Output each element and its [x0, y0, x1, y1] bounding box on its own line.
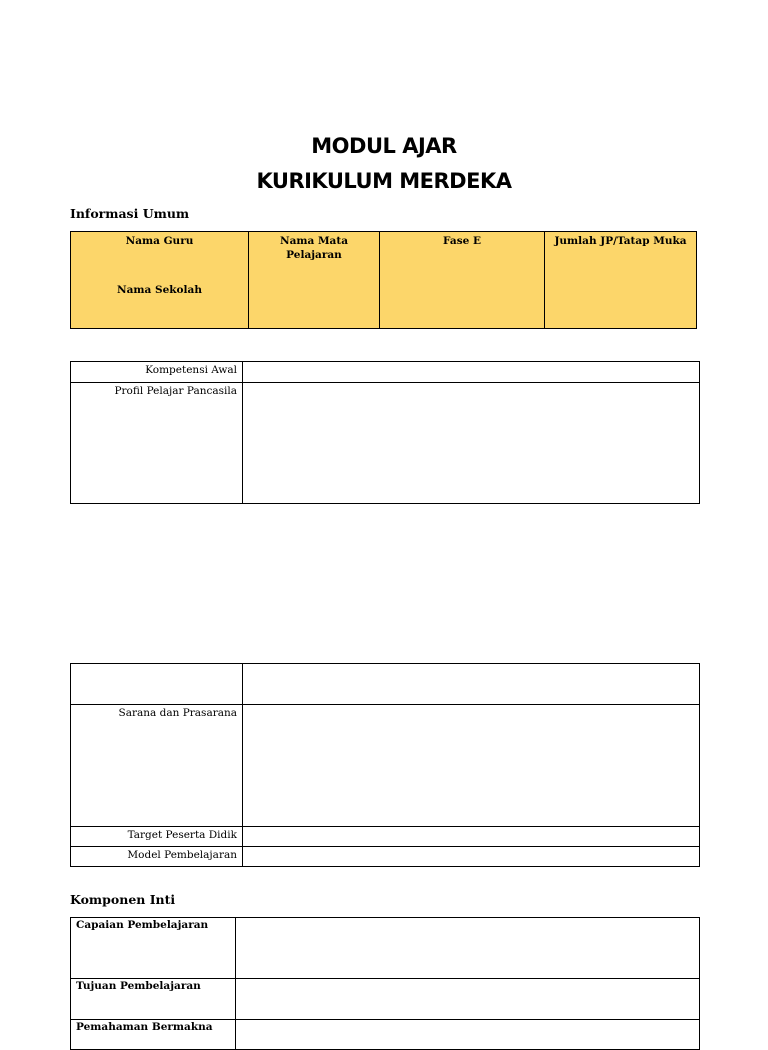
- sarana-table: [70, 663, 700, 867]
- field-capaian-pembelajaran[interactable]: [236, 918, 700, 979]
- document-title-line1: MODUL AJAR: [311, 134, 457, 158]
- cell-jumlah-jp: [545, 232, 697, 329]
- cell-nama-guru: [71, 232, 249, 329]
- label-nama-guru: Nama Guru: [125, 235, 194, 247]
- label-tujuan-pembelajaran: Tujuan Pembelajaran: [71, 979, 236, 1020]
- label-nama-mata-pelajaran: Nama Mata Pelajaran: [279, 235, 349, 261]
- label-sarana-prasarana: Sarana dan Prasarana: [71, 705, 243, 827]
- label-empty-row: [71, 664, 243, 705]
- field-model-pembelajaran[interactable]: [243, 847, 700, 867]
- label-pemahaman-bermakna: Pemahaman Bermakna: [71, 1020, 236, 1050]
- label-kompetensi-awal: Kompetensi Awal: [71, 362, 243, 383]
- field-sarana-prasarana[interactable]: [243, 705, 700, 827]
- document-title-line2: KURIKULUM MERDEKA: [256, 169, 512, 193]
- field-profil-pelajar-pancasila[interactable]: [243, 383, 700, 504]
- field-kompetensi-awal[interactable]: [243, 362, 700, 383]
- label-nama-sekolah: Nama Sekolah: [117, 284, 202, 296]
- komponen-inti-table: [70, 917, 700, 1050]
- info-umum-table: [70, 231, 697, 329]
- label-target-peserta-didik: Target Peserta Didik: [71, 827, 243, 847]
- field-pemahaman-bermakna[interactable]: [236, 1020, 700, 1050]
- field-empty-row[interactable]: [243, 664, 700, 705]
- label-capaian-pembelajaran: Capaian Pembelajaran: [71, 918, 236, 979]
- cell-nama-mata-pelajaran: [249, 232, 380, 329]
- label-profil-pelajar-pancasila: Profil Pelajar Pancasila: [71, 383, 243, 504]
- field-tujuan-pembelajaran[interactable]: [236, 979, 700, 1020]
- label-jumlah-jp: Jumlah JP/Tatap Muka: [554, 235, 687, 247]
- field-target-peserta-didik[interactable]: [243, 827, 700, 847]
- section-heading-komponen-inti: Komponen Inti: [70, 892, 176, 907]
- kompetensi-table: [70, 361, 700, 504]
- label-fase: Fase E: [443, 235, 481, 247]
- section-heading-informasi-umum: Informasi Umum: [70, 206, 190, 221]
- label-model-pembelajaran: Model Pembelajaran: [71, 847, 243, 867]
- cell-fase: [380, 232, 545, 329]
